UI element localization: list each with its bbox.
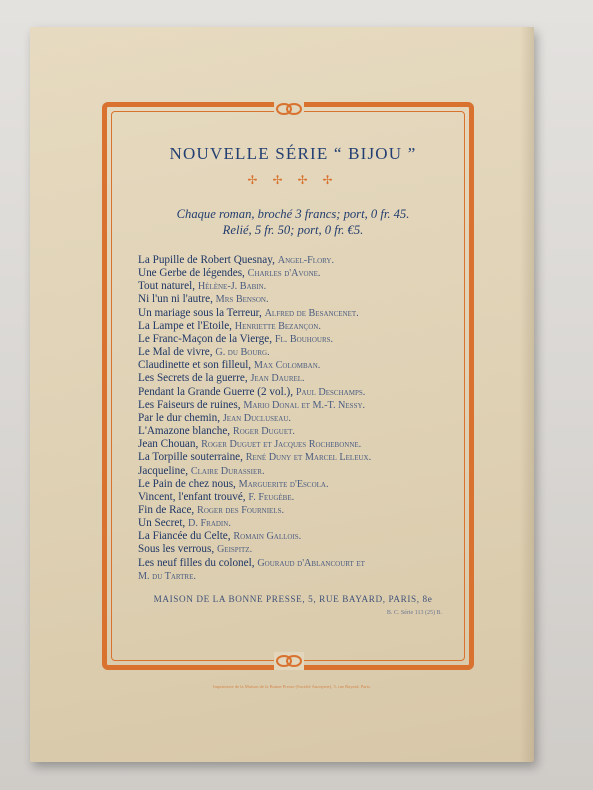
book-title: Un Secret, — [138, 517, 186, 530]
publisher-address: MAISON DE LA BONNE PRESSE, 5, RUE BAYARD, PARIS, 8e — [153, 593, 433, 604]
book-title: Le Pain de chez nous, — [138, 477, 236, 490]
book-author: D. Fradin. — [188, 518, 231, 530]
book-author: Marguerite d'Escola. — [238, 478, 329, 490]
list-item — [138, 570, 448, 583]
list-item — [138, 307, 448, 320]
list-item — [138, 267, 448, 280]
book-author: René Duny et Marcel Leleux. — [245, 452, 372, 464]
book-author: Mario Donal et M.-T. Nessy. — [243, 399, 366, 411]
book-title: Ni l'un ni l'autre, — [138, 293, 213, 306]
book-title: Fin de Race, — [138, 503, 195, 516]
list-item — [138, 254, 448, 267]
book-title: La Lampe et l'Etoile, — [138, 319, 232, 332]
knot-ornament-top — [274, 100, 304, 118]
book-author: Romain Gallois. — [233, 531, 302, 543]
book-title: Les neuf filles du colonel, — [138, 556, 255, 569]
book-author: Charles d'Avone. — [247, 268, 321, 280]
book-title: Tout naturel, — [138, 280, 196, 293]
book-author: M. du Tartre. — [138, 570, 196, 582]
list-item — [138, 465, 448, 478]
list-item — [138, 478, 448, 491]
book-title: Le Mal de vivre, — [138, 346, 213, 359]
book-title: Par le dur chemin, — [138, 411, 221, 424]
book-author: Jean Ducluseau. — [222, 412, 291, 424]
list-item — [138, 399, 448, 412]
price-info — [138, 206, 448, 238]
list-item — [138, 293, 448, 306]
book-author: F. Feugèbe. — [248, 491, 295, 503]
book-author: Roger Duguet. — [232, 426, 295, 438]
list-item — [138, 372, 448, 385]
book-title: Vincent, l'enfant trouvé, — [138, 490, 246, 503]
list-item — [138, 280, 448, 293]
book-author: Fl. Bouhours. — [274, 333, 334, 345]
list-item — [138, 504, 448, 517]
book-title: Les Secrets de la guerre, — [138, 372, 248, 385]
book-title: Sous les verrous, — [138, 543, 215, 556]
book-title: Le Franc-Maçon de la Vierge, — [138, 332, 273, 345]
list-item — [138, 346, 448, 359]
catalog-content — [138, 140, 448, 616]
book-title: Un mariage sous la Terreur, — [138, 306, 262, 319]
price-line-broche: Chaque roman, broché 3 francs; port, 0 fr. 45. — [176, 207, 410, 221]
series-title: NOUVELLE SÉRIE “ BIJOU ” — [169, 144, 417, 163]
book-title: Claudinette et son filleul, — [138, 359, 252, 372]
price-line-relie: Relié, 5 fr. 50; port, 0 fr. €5. — [222, 223, 364, 237]
book-author: G. du Bourg. — [215, 347, 270, 359]
book-author: Mrs Benson. — [215, 294, 269, 306]
list-item — [138, 425, 448, 438]
book-title: Jean Chouan, — [138, 438, 199, 451]
book-author: Henriette Bezançon. — [234, 320, 321, 332]
title-list — [138, 254, 448, 583]
list-item — [138, 386, 448, 399]
list-item — [138, 530, 448, 543]
list-item — [138, 359, 448, 372]
printer-imprint: Imprimerie de la Maison de la Bonne Presse (Société Anonyme), 5, rue Bayard, Paris. — [212, 684, 372, 689]
list-item — [138, 438, 448, 451]
book-author: Geispitz. — [216, 544, 253, 556]
book-author: Jean Daurel. — [250, 373, 305, 385]
book-title: La Torpille souterraine, — [138, 451, 243, 464]
book-title: Jacqueline, — [138, 464, 189, 477]
book-author: Paul Deschamps. — [295, 386, 366, 398]
book-title: La Fiancée du Celte, — [138, 530, 231, 543]
list-item — [138, 451, 448, 464]
book-title: L'Amazone blanche, — [138, 425, 231, 438]
book-author: Roger des Fourniels. — [197, 504, 285, 516]
book-author: Alfred de Besancenet. — [264, 307, 359, 319]
book-title: La Pupille de Robert Quesnay, — [138, 254, 275, 266]
book-author: Claire Durassier. — [190, 465, 265, 477]
book-author: Roger Duguet et Jacques Rochebonne. — [201, 439, 362, 451]
list-item — [138, 557, 448, 570]
cross-ornaments: ✢ ✢ ✢ ✢ — [247, 173, 339, 187]
book-author: Hélène-J. Babin. — [197, 281, 267, 293]
list-item — [138, 543, 448, 556]
book-author: Gouraud d'Ablancourt et — [257, 557, 365, 569]
knot-ornament-bottom — [274, 652, 304, 670]
book-author: Angel-Flory. — [277, 255, 335, 266]
list-item — [138, 412, 448, 425]
book-title: Pendant la Grande Guerre (2 vol.), — [138, 385, 294, 398]
catalog-code: B. C. Série 113 (25) B. — [386, 609, 442, 616]
book-title: Les Faiseurs de ruines, — [138, 398, 241, 411]
book-author: Max Colomban. — [253, 360, 321, 372]
list-item — [138, 333, 448, 346]
list-item — [138, 517, 448, 530]
book-title: Une Gerbe de légendes, — [138, 267, 245, 280]
list-item — [138, 491, 448, 504]
list-item — [138, 320, 448, 333]
